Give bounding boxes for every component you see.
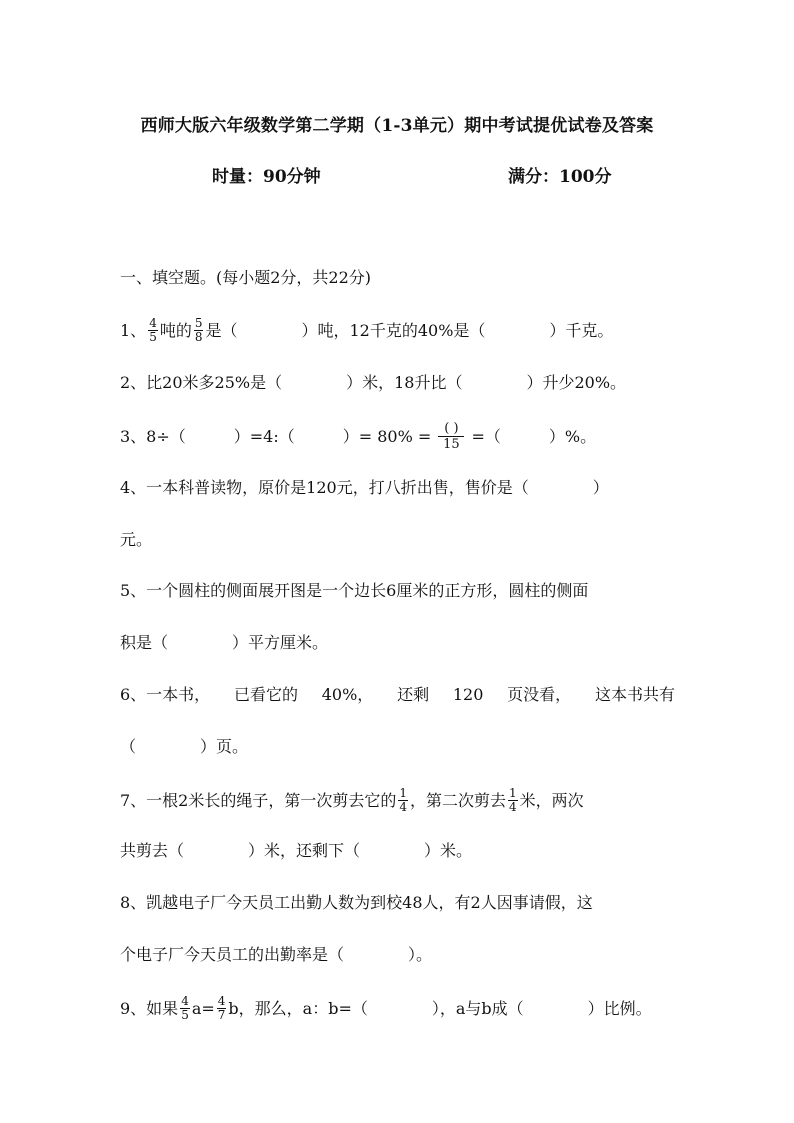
question-6-line-2: （ ）页。	[120, 737, 249, 756]
fraction-numerator: 1	[509, 786, 517, 800]
question-5-line-1: 5、一个圆柱的侧面展开图是一个边长6厘米的正方形，圆柱的侧面	[120, 581, 589, 600]
full-score: 满分：100分	[508, 167, 612, 187]
fraction-numerator: 1	[399, 786, 408, 800]
question-4-line-1: 4、一本科普读物，原价是120元，打八折出售，售价是（ ）	[120, 478, 609, 497]
fraction-denominator: 8	[194, 330, 203, 344]
fraction-denominator: 5	[149, 330, 157, 344]
q1-prefix: 1、	[120, 321, 147, 340]
question-3	[120, 422, 596, 453]
section-heading: 一、填空题。(每小题2分，共22分)	[120, 268, 372, 287]
fraction	[508, 787, 518, 814]
q3-text: =（ ）%。	[466, 427, 597, 446]
question-1	[120, 318, 613, 345]
time-limit: 时量：90分钟	[212, 167, 321, 187]
fraction-numerator: 4	[217, 994, 226, 1008]
fraction-denominator: 5	[181, 1008, 189, 1022]
question-5-line-2: 积是（ ）平方厘米。	[120, 633, 329, 652]
q7-text: 米，两次	[519, 791, 584, 810]
question-9	[120, 996, 652, 1023]
q9-text: b，那么，a：b=（ ），a与b成（ ）比例。	[228, 999, 652, 1018]
question-6-line-1	[120, 685, 675, 705]
fraction-denominator: 4	[509, 800, 517, 814]
fraction-denominator: 4	[399, 800, 408, 814]
q1-text: 吨的	[159, 321, 192, 340]
fraction	[148, 317, 158, 344]
question-4-line-2: 元。	[120, 530, 153, 549]
fraction	[217, 995, 227, 1022]
question-7-line-2: 共剪去（ ）米，还剩下（ ）米。	[120, 841, 473, 860]
q6-word: 120	[452, 685, 484, 704]
fraction	[398, 787, 408, 814]
fraction	[194, 317, 204, 344]
question-2: 2、比20米多25%是（ ）米，18升比（ ）升少20%。	[120, 373, 627, 392]
fraction-denominator: 7	[217, 1008, 226, 1022]
fraction-numerator: 4	[181, 994, 189, 1008]
q6-word: 这本书共有	[594, 685, 675, 704]
q7-text: 7、一根2米长的绳子，第一次剪去它的	[120, 791, 397, 810]
fraction-numerator: ( )	[444, 421, 459, 436]
q1-text: 是（ ）吨，12千克的40%是（ ）千克。	[205, 321, 614, 340]
q7-text: ，第二次剪去	[410, 791, 507, 810]
question-7-line-1	[120, 788, 584, 815]
fraction	[180, 995, 190, 1022]
q6-word: 6、一本书，	[120, 685, 211, 704]
q6-word: 页没看，	[507, 685, 572, 704]
fraction-numerator: 5	[194, 316, 203, 330]
question-8-line-2: 个电子厂今天员工的出勤率是（ ）。	[120, 945, 433, 964]
fraction	[438, 421, 464, 452]
q9-text: 9、如果	[120, 999, 179, 1018]
q3-text: 3、8÷（ ）=4:（ ）= 80% =	[120, 427, 437, 446]
fraction-denominator: 15	[443, 437, 460, 452]
q6-word: 40%，	[321, 685, 374, 704]
fraction-numerator: 4	[149, 316, 157, 330]
question-8-line-1: 8、凯越电子厂今天员工出勤人数为到校48人，有2人因事请假，这	[120, 893, 593, 912]
q9-text: a=	[191, 999, 215, 1018]
document-title: 西师大版六年级数学第二学期（1-3单元）期中考试提优试卷及答案	[140, 116, 654, 136]
q6-word: 已看它的	[233, 685, 298, 704]
q6-word: 还剩	[397, 685, 430, 704]
